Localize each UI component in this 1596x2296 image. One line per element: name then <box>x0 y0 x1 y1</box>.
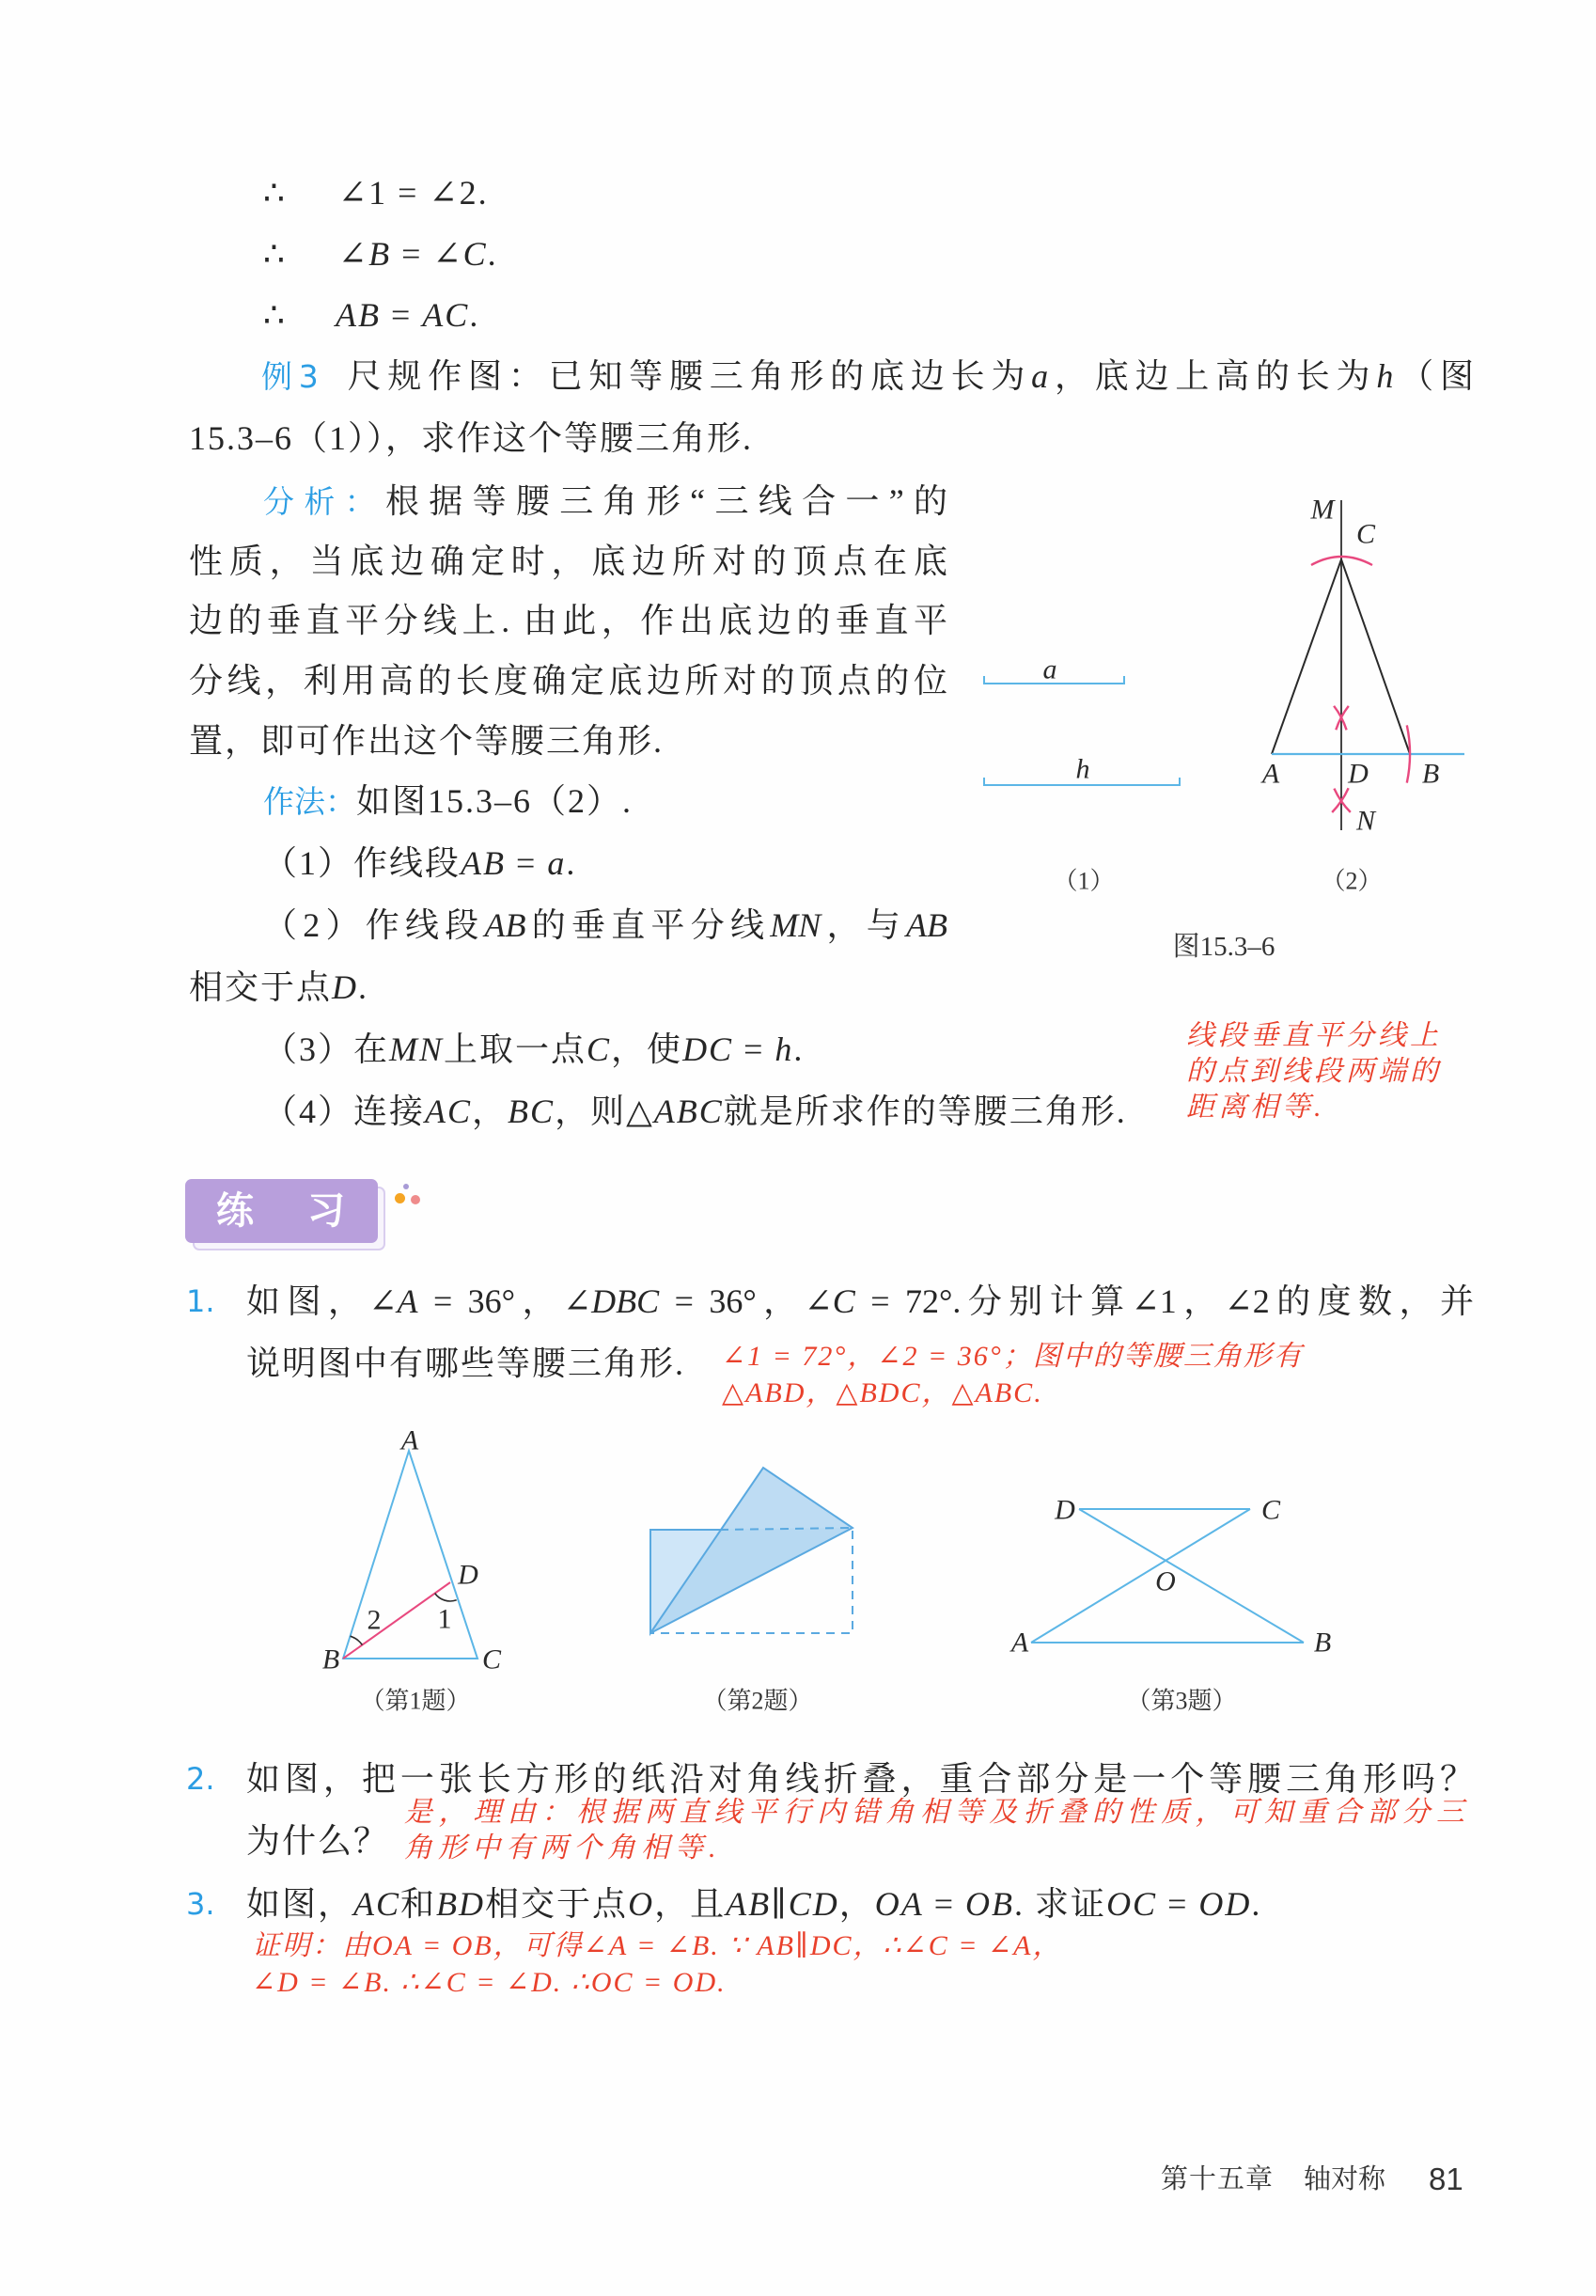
practice-badge <box>185 1179 378 1243</box>
point-c-label: C <box>1355 518 1376 550</box>
segment-db <box>1079 1509 1304 1643</box>
math-var: CD <box>788 1885 839 1923</box>
figure-15-3-6-part2 <box>1272 500 1464 830</box>
method-step-3 <box>263 1028 804 1071</box>
math-var: a <box>1031 357 1049 395</box>
ex1-point-c: C <box>481 1643 502 1675</box>
math-var: MN <box>770 906 821 944</box>
math-var: AB <box>905 906 947 944</box>
parallel-symbol: ∥ <box>771 1885 789 1923</box>
method-intro <box>263 779 633 823</box>
solid-edges <box>650 1468 853 1633</box>
segment-a <box>984 676 1124 684</box>
method-label: 作法： <box>263 783 356 820</box>
math-var: AB <box>726 1885 772 1923</box>
exercise-2-line-1: 如图，把一张长方形的纸沿对角线折叠，重合部分是一个等腰三角形吗？ <box>246 1760 1474 1798</box>
step-text: （1）作线段 <box>263 844 462 882</box>
segment-a-label: a <box>1042 653 1057 685</box>
method-step-2 <box>263 904 947 947</box>
math-var: OC <box>1106 1885 1158 1923</box>
math-var: ABC <box>653 1093 724 1130</box>
math-var: AB <box>461 844 506 882</box>
exercise-2-line-2: 为什么？ <box>246 1822 390 1860</box>
ex3-point-b: B <box>1313 1627 1332 1659</box>
question-text: ， <box>838 1885 875 1923</box>
exercise-3-answer-line-1: 证明：由OA = OB，可得∠A = ∠B. ∵ AB∥DC，∴∠C = ∠A， <box>252 1930 1063 1961</box>
exercise-3-answer-line-2: ∠D = ∠B. ∴∠C = ∠D. ∴OC = OD. <box>252 1967 727 1998</box>
segment-h <box>984 778 1180 785</box>
sub-caption-1: （1） <box>1053 867 1115 895</box>
method-step-2-cont <box>189 966 368 1009</box>
method-step-4 <box>263 1090 1127 1133</box>
therefore-symbol: ∴ <box>263 174 287 212</box>
unfolded-part <box>650 1528 853 1633</box>
statement-text: 15.3–6（1）），求作这个等腰三角形. <box>189 419 754 457</box>
analysis-line-5: 置，即可作出这个等腰三角形. <box>189 722 665 760</box>
triangle-abc <box>343 1451 477 1659</box>
question-text: = 36°，∠ <box>659 1282 833 1320</box>
badge-char-2: 习 <box>307 1189 345 1233</box>
arc-at-c <box>1311 557 1372 565</box>
figure-15-3-6-part1 <box>984 676 1180 785</box>
exercise-1-answer-line-1: ∠1 = 72°，∠2 = 36°；图中的等腰三角形有 <box>722 1341 1304 1372</box>
footer-chapter: 第十五章 <box>1161 2164 1275 2194</box>
exercise-1-line-2: 说明图中有哪些等腰三角形. <box>246 1345 686 1382</box>
therefore-symbol: ∴ <box>263 235 287 273</box>
sub-caption-2: （2） <box>1321 867 1383 895</box>
upper-cross-arc-1 <box>1334 706 1347 731</box>
step-text: 上取一点 <box>444 1030 587 1068</box>
decor-dot-purple <box>403 1184 409 1189</box>
equation-text: . <box>469 296 480 334</box>
math-var: OD <box>1198 1885 1252 1923</box>
step-text: = <box>506 844 548 882</box>
math-var: AC <box>422 296 470 334</box>
analysis-line-4: 分线，利用高的长度确定底边所对的顶点的位 <box>189 662 947 700</box>
exercise-3-number: 3. <box>186 1886 215 1922</box>
math-var: OB <box>965 1885 1015 1923</box>
analysis-line-3: 边的垂直平分线上. 由此，作出底边的垂直平 <box>189 602 947 639</box>
example-label: 例3 <box>261 358 319 395</box>
method-step-1 <box>263 841 576 885</box>
step-text: （4）连接 <box>263 1093 426 1130</box>
exercise-1-number: 1. <box>186 1283 215 1319</box>
ex3-point-d: D <box>1055 1494 1075 1526</box>
decor-dot-pink <box>411 1195 420 1204</box>
math-var: O <box>628 1885 655 1923</box>
ex2-caption: （第2题） <box>702 1687 813 1715</box>
footer-chapter-title: 轴对称 <box>1304 2164 1386 2194</box>
step-text: = <box>733 1030 775 1068</box>
statement-text: 尺规作图：已知等腰三角形的底边长为 <box>340 357 1032 395</box>
page-number: 81 <box>1429 2162 1463 2196</box>
segment-h-label: h <box>1075 753 1090 785</box>
math-var: a <box>547 844 567 882</box>
point-d-label: D <box>1348 758 1369 790</box>
math-var: MN <box>389 1030 445 1068</box>
handwritten-note-line-2: 的点到线段两端的 <box>1186 1056 1442 1087</box>
decor-dot-orange <box>395 1193 405 1203</box>
exercise-1-line-1 <box>246 1280 1474 1323</box>
example3-statement-line-1 <box>261 354 1474 398</box>
math-var: DBC <box>591 1282 660 1320</box>
step-text: ，则△ <box>555 1093 654 1130</box>
step-text: 就是所求作的等腰三角形. <box>723 1093 1127 1130</box>
handwritten-note-line-3: 距离相等. <box>1186 1092 1325 1123</box>
math-var: AC <box>425 1093 473 1130</box>
ex1-angle-1-label: 1 <box>437 1603 452 1635</box>
segment-ac <box>1031 1509 1250 1643</box>
equation-text: = <box>380 296 423 334</box>
math-var: B <box>368 235 392 273</box>
exercise-2-answer-line-1: 是，理由：根据两直线平行内错角相等及折叠的性质，可知重合部分三 <box>404 1797 1464 1828</box>
ex1-point-b: B <box>321 1643 340 1675</box>
question-text: 相交于点 <box>485 1885 629 1923</box>
math-var: DC <box>682 1030 734 1068</box>
ex1-angle-2-label: 2 <box>367 1604 382 1636</box>
proof-line-1 <box>263 171 489 214</box>
math-var: D <box>332 968 359 1006</box>
statement-text: ，底边上高的长为 <box>1048 357 1377 395</box>
math-var: AC <box>353 1885 401 1923</box>
lower-cross-arc-1 <box>1332 788 1348 812</box>
statement-text: （图 <box>1393 357 1474 395</box>
ex1-point-d: D <box>458 1559 478 1591</box>
analysis-line-1 <box>263 480 947 523</box>
step-text: . <box>358 968 369 1006</box>
step-text: ， <box>472 1093 509 1130</box>
math-var: AB <box>336 296 381 334</box>
ex3-caption: （第3题） <box>1126 1687 1237 1715</box>
question-text: 和 <box>400 1885 437 1923</box>
triangle-sides-ac-bc <box>1272 559 1410 754</box>
ex3-point-o: O <box>1155 1565 1176 1597</box>
math-var: h <box>1376 357 1394 395</box>
proof-line-2 <box>263 232 498 275</box>
math-var: C <box>462 235 488 273</box>
angle-1-arc <box>435 1594 457 1601</box>
step-text: . <box>793 1030 805 1068</box>
math-var: C <box>832 1282 855 1320</box>
question-text: = <box>923 1885 966 1923</box>
ex3-point-a: A <box>1010 1627 1029 1659</box>
exercise-2-figure <box>650 1468 853 1633</box>
math-var: BC <box>508 1093 555 1130</box>
question-text: = 36°，∠ <box>417 1282 592 1320</box>
handwritten-note-line-1: 线段垂直平分线上 <box>1186 1020 1442 1051</box>
step-text: （3）在 <box>263 1030 390 1068</box>
exercise-3-line-1 <box>246 1882 1261 1926</box>
analysis-line-2: 性质，当底边确定时，底边所对的顶点在底 <box>189 543 947 580</box>
exercise-1-answer-line-2: △ABD，△BDC，△ABC. <box>722 1377 1043 1408</box>
math-var: OA <box>874 1885 924 1923</box>
point-a-label: A <box>1261 758 1280 790</box>
equation-text: ∠ <box>338 235 369 273</box>
exercise-1-figure <box>343 1451 477 1659</box>
question-text: 如图，∠ <box>246 1282 398 1320</box>
badge-char-1: 练 <box>216 1189 254 1233</box>
math-var: A <box>397 1282 418 1320</box>
question-text: 如图， <box>246 1885 354 1923</box>
arc-at-b <box>1407 725 1410 782</box>
analysis-text: 根据等腰三角形“三线合一”的 <box>384 482 947 520</box>
point-b-label: B <box>1421 758 1440 790</box>
construction-arcs <box>1311 557 1410 812</box>
step-text: . <box>566 844 577 882</box>
segment-bd <box>343 1582 450 1659</box>
figure-caption: 图15.3–6 <box>1172 932 1275 962</box>
equation-text: ∠1 = ∠2. <box>338 174 489 212</box>
step-text: ，与 <box>821 906 906 944</box>
math-var: C <box>587 1030 612 1068</box>
question-text: . 求证 <box>1014 1885 1107 1923</box>
folded-triangle <box>650 1468 853 1633</box>
therefore-symbol: ∴ <box>263 296 287 334</box>
example3-statement-line-2 <box>189 417 753 460</box>
math-var: BD <box>436 1885 486 1923</box>
exercise-3-figure <box>1031 1509 1304 1643</box>
proof-line-3 <box>263 293 479 337</box>
ex1-caption: （第1题） <box>360 1687 471 1715</box>
upper-cross-arc-2 <box>1336 706 1349 730</box>
question-text: = 72°.分别计算∠1，∠2的度数，并 <box>854 1282 1475 1320</box>
step-text: ，使 <box>611 1030 683 1068</box>
equation-text: . <box>487 235 498 273</box>
exercise-2-answer-line-2: 角形中有两个角相等. <box>404 1832 722 1864</box>
point-m-label: M <box>1310 494 1335 526</box>
question-text: . <box>1251 1885 1262 1923</box>
question-text: = <box>1157 1885 1199 1923</box>
step-text: 相交于点 <box>189 968 333 1006</box>
point-n-label: N <box>1355 805 1376 837</box>
ex3-point-c: C <box>1260 1494 1281 1526</box>
method-text: 如图15.3–6（2）. <box>356 782 634 820</box>
ex1-point-a: A <box>400 1424 419 1456</box>
dashed-edges <box>650 1528 853 1633</box>
math-var: h <box>775 1030 794 1068</box>
angle-2-arc <box>351 1636 363 1644</box>
lower-cross-arc-2 <box>1334 789 1350 812</box>
analysis-label: 分析： <box>263 483 385 520</box>
step-text: （2）作线段 <box>263 906 485 944</box>
exercise-2-number: 2. <box>186 1761 215 1797</box>
math-var: AB <box>484 906 526 944</box>
question-text: ，且 <box>654 1885 727 1923</box>
equation-text: = ∠ <box>391 235 463 273</box>
step-text: 的垂直平分线 <box>525 906 771 944</box>
